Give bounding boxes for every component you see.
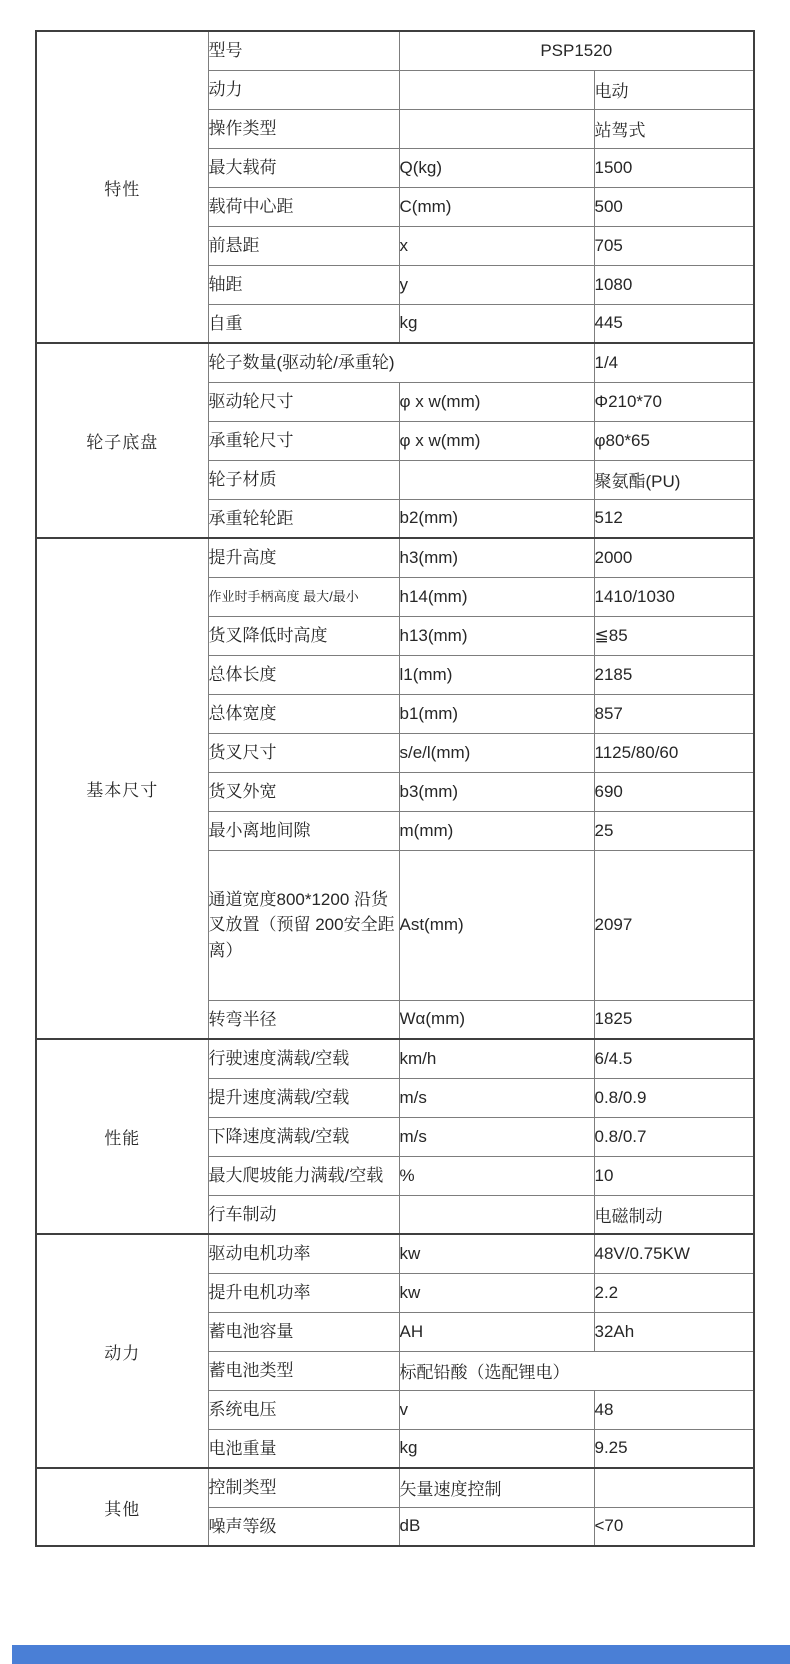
- spec-label: 控制类型: [208, 1468, 399, 1507]
- section-label: 性能: [36, 1039, 208, 1234]
- spec-unit: Q(kg): [399, 148, 594, 187]
- spec-unit: s/e/l(mm): [399, 733, 594, 772]
- spec-value: 2185: [594, 655, 754, 694]
- spec-unit: Ast(mm): [399, 850, 594, 1000]
- spec-unit: kw: [399, 1234, 594, 1273]
- spec-value: 32Ah: [594, 1312, 754, 1351]
- spec-unit: %: [399, 1156, 594, 1195]
- spec-table-body: [36, 31, 754, 1546]
- spec-label: 最小离地间隙: [208, 811, 399, 850]
- spec-label: 电池重量: [208, 1429, 399, 1468]
- spec-unit: 矢量速度控制: [399, 1468, 594, 1507]
- spec-unit: AH: [399, 1312, 594, 1351]
- spec-unit: φ x w(mm): [399, 382, 594, 421]
- spec-label: 轮子数量(驱动轮/承重轮): [208, 343, 594, 382]
- spec-value: 512: [594, 499, 754, 538]
- spec-label: 货叉降低时高度: [208, 616, 399, 655]
- spec-label: 提升高度: [208, 538, 399, 577]
- spec-unit: h14(mm): [399, 577, 594, 616]
- spec-value: PSP1520: [399, 31, 754, 70]
- spec-unit: C(mm): [399, 187, 594, 226]
- spec-unit: x: [399, 226, 594, 265]
- spec-label: 承重轮尺寸: [208, 421, 399, 460]
- spec-value: 690: [594, 772, 754, 811]
- spec-unit: y: [399, 265, 594, 304]
- spec-label: 行车制动: [208, 1195, 399, 1234]
- spec-value: 1/4: [594, 343, 754, 382]
- spec-unit: b2(mm): [399, 499, 594, 538]
- section-label: 特性: [36, 31, 208, 343]
- spec-unit: h13(mm): [399, 616, 594, 655]
- spec-value: <70: [594, 1507, 754, 1546]
- spec-unit: kw: [399, 1273, 594, 1312]
- spec-value: 0.8/0.9: [594, 1078, 754, 1117]
- spec-label: 货叉外宽: [208, 772, 399, 811]
- spec-unit: v: [399, 1390, 594, 1429]
- spec-row: [36, 1039, 754, 1078]
- spec-unit: b3(mm): [399, 772, 594, 811]
- spec-label: 总体长度: [208, 655, 399, 694]
- spec-value: 聚氨酯(PU): [594, 460, 754, 499]
- spec-label: 系统电压: [208, 1390, 399, 1429]
- spec-unit: [399, 460, 594, 499]
- spec-value: ≦85: [594, 616, 754, 655]
- section-label: 基本尺寸: [36, 538, 208, 1039]
- spec-table-container: [35, 30, 753, 1547]
- spec-table: [35, 30, 755, 1547]
- spec-row: [36, 1234, 754, 1273]
- spec-label: 噪声等级: [208, 1507, 399, 1546]
- spec-value: [594, 1468, 754, 1507]
- spec-label: 下降速度满载/空载: [208, 1117, 399, 1156]
- spec-value: 1825: [594, 1000, 754, 1039]
- spec-unit: h3(mm): [399, 538, 594, 577]
- spec-row: [36, 538, 754, 577]
- spec-value: 48: [594, 1390, 754, 1429]
- spec-label: 货叉尺寸: [208, 733, 399, 772]
- spec-value: 电动: [594, 70, 754, 109]
- spec-value: 1410/1030: [594, 577, 754, 616]
- spec-label: 作业时手柄高度 最大/最小: [208, 577, 399, 616]
- spec-label: 转弯半径: [208, 1000, 399, 1039]
- spec-value: 9.25: [594, 1429, 754, 1468]
- spec-label: 轮子材质: [208, 460, 399, 499]
- spec-value: 2097: [594, 850, 754, 1000]
- spec-label: 驱动电机功率: [208, 1234, 399, 1273]
- spec-unit: m/s: [399, 1078, 594, 1117]
- spec-value: 500: [594, 187, 754, 226]
- spec-unit: b1(mm): [399, 694, 594, 733]
- spec-value: 25: [594, 811, 754, 850]
- spec-unit: φ x w(mm): [399, 421, 594, 460]
- spec-row: [36, 31, 754, 70]
- spec-label: 载荷中心距: [208, 187, 399, 226]
- spec-unit: l1(mm): [399, 655, 594, 694]
- spec-unit: m(mm): [399, 811, 594, 850]
- spec-row: [36, 343, 754, 382]
- section-label: 动力: [36, 1234, 208, 1468]
- spec-label: 蓄电池类型: [208, 1351, 399, 1390]
- spec-unit: Wα(mm): [399, 1000, 594, 1039]
- spec-label: 最大爬坡能力满载/空载: [208, 1156, 399, 1195]
- spec-value: 445: [594, 304, 754, 343]
- spec-unit: dB: [399, 1507, 594, 1546]
- spec-label: 总体宽度: [208, 694, 399, 733]
- spec-value: 1500: [594, 148, 754, 187]
- spec-value: 48V/0.75KW: [594, 1234, 754, 1273]
- spec-unit: kg: [399, 304, 594, 343]
- spec-label: 动力: [208, 70, 399, 109]
- spec-value: 站驾式: [594, 109, 754, 148]
- spec-label: 操作类型: [208, 109, 399, 148]
- spec-value: 0.8/0.7: [594, 1117, 754, 1156]
- spec-label: 自重: [208, 304, 399, 343]
- spec-label: 最大载荷: [208, 148, 399, 187]
- spec-label: 承重轮轮距: [208, 499, 399, 538]
- section-label: 其他: [36, 1468, 208, 1546]
- spec-label: 驱动轮尺寸: [208, 382, 399, 421]
- section-label: 轮子底盘: [36, 343, 208, 538]
- bottom-accent-bar: [12, 1645, 790, 1664]
- spec-label: 提升速度满载/空载: [208, 1078, 399, 1117]
- spec-label: 提升电机功率: [208, 1273, 399, 1312]
- spec-value: φ80*65: [594, 421, 754, 460]
- spec-value: 电磁制动: [594, 1195, 754, 1234]
- spec-value: 标配铅酸（选配锂电）: [399, 1351, 754, 1390]
- spec-label: 通道宽度800*1200 沿货叉放置（预留 200安全距离）: [208, 850, 399, 1000]
- spec-value: Φ210*70: [594, 382, 754, 421]
- spec-unit: [399, 1195, 594, 1234]
- spec-value: 2000: [594, 538, 754, 577]
- spec-value: 2.2: [594, 1273, 754, 1312]
- spec-label: 蓄电池容量: [208, 1312, 399, 1351]
- spec-label: 前悬距: [208, 226, 399, 265]
- spec-unit: kg: [399, 1429, 594, 1468]
- spec-value: 705: [594, 226, 754, 265]
- spec-value: 10: [594, 1156, 754, 1195]
- spec-unit: km/h: [399, 1039, 594, 1078]
- spec-unit: m/s: [399, 1117, 594, 1156]
- spec-label: 轴距: [208, 265, 399, 304]
- spec-label: 行驶速度满载/空载: [208, 1039, 399, 1078]
- spec-unit: [399, 109, 594, 148]
- spec-label: 型号: [208, 31, 399, 70]
- spec-value: 857: [594, 694, 754, 733]
- spec-unit: [399, 70, 594, 109]
- spec-row: [36, 1468, 754, 1507]
- spec-value: 1080: [594, 265, 754, 304]
- spec-value: 1125/80/60: [594, 733, 754, 772]
- spec-value: 6/4.5: [594, 1039, 754, 1078]
